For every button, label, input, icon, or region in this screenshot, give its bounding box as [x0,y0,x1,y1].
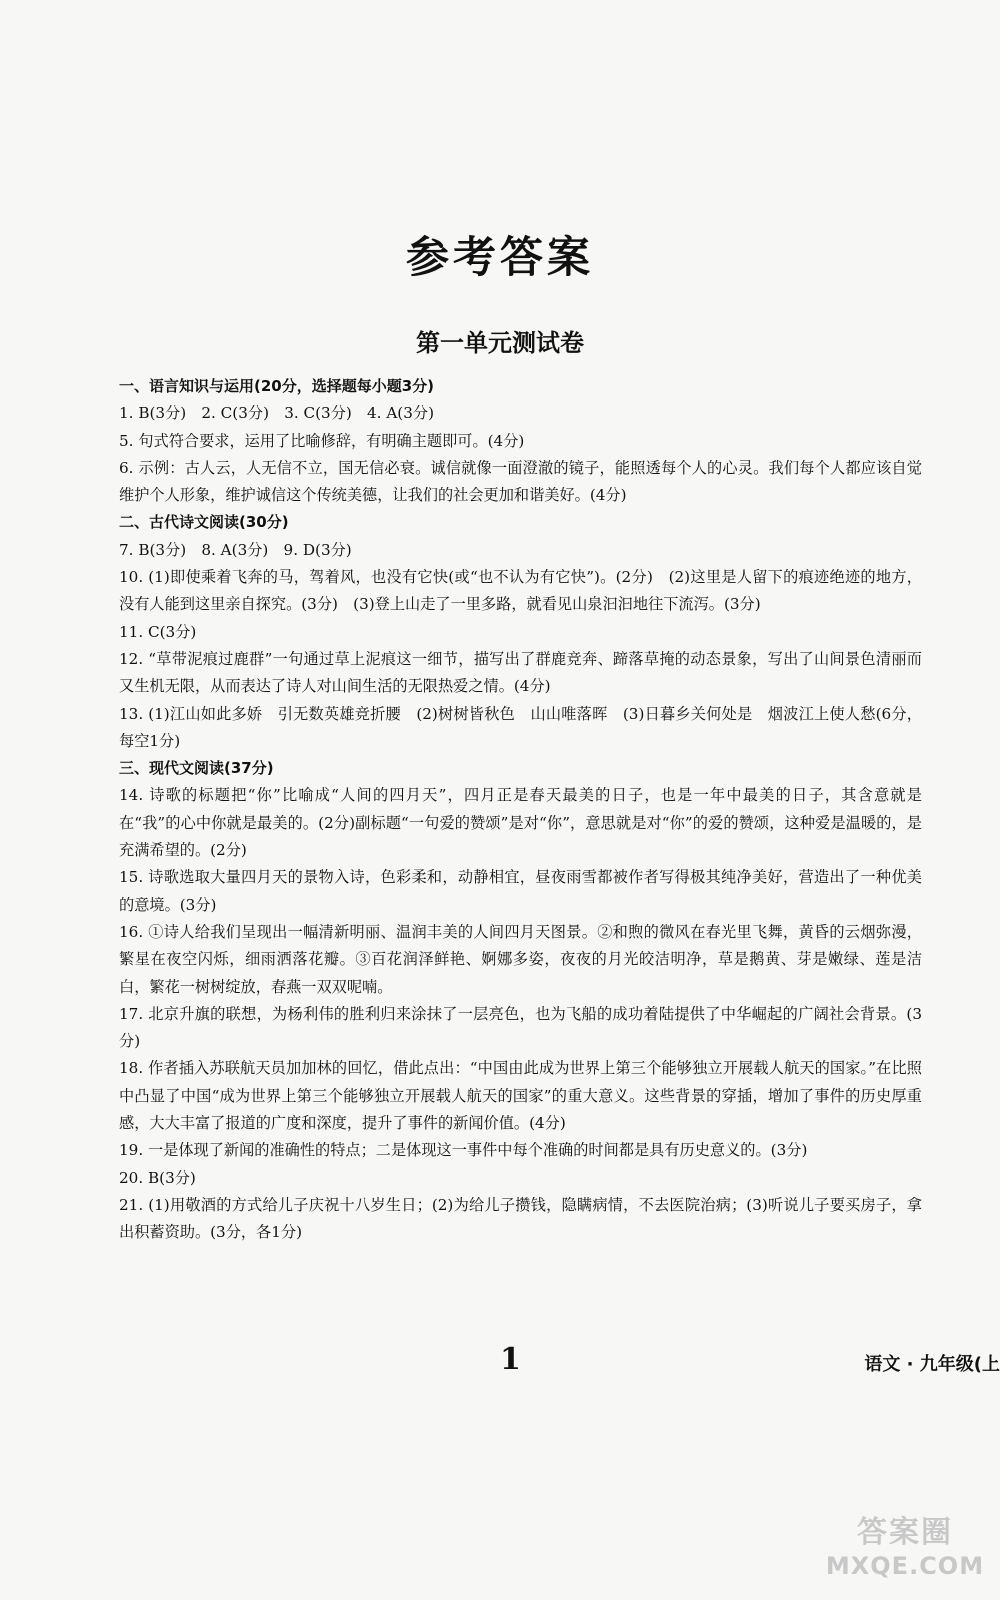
answer-content [119,373,922,1247]
watermark-text: 答案圈 [857,1515,953,1550]
section-heading: 二、古代诗文阅读(30分) [119,513,289,532]
answer-line: 13. (1)江山如此多娇 引无数英雄竞折腰 (2)树树皆秋色 山山唯落晖 (3)日暮乡关何处是 烟波江上使人愁(6分，每空1分) [119,704,922,750]
page-title: 参考答案 [406,233,594,283]
section-heading: 三、现代文阅读(37分) [119,759,274,778]
footer-subject-label: 语文 · 九年级(上 [864,1354,1000,1375]
answer-line: 15. 诗歌选取大量四月天的景物入诗，色彩柔和，动静相宜，昼夜雨雪都被作者写得极其纯净美好，营造出了一种优美的意境。(3分) [119,868,922,914]
answer-line: 19. 一是体现了新闻的准确性的特点；二是体现这一事件中每个准确的时间都是具有历史意义的。(3分) [119,1141,808,1160]
answer-line: 5. 句式符合要求，运用了比喻修辞，有明确主题即可。(4分) [119,431,525,450]
answer-line: 16. ①诗人给我们呈现出一幅清新明丽、温润丰美的人间四月天图景。②和煦的微风在春光里飞舞，黄昏的云烟弥漫，繁星在夜空闪烁，细雨洒落花瓣。③百花润泽鲜艳、婀娜多姿，夜夜的月光皎洁明净，草是鹅黄、芽是嫩绿、莲是洁白，繁花一树树绽放，春燕一双双呢喃。 [119,922,922,996]
watermark-url: MXQE.COM [825,1552,985,1580]
answer-line: 11. C(3分) [119,622,197,641]
answer-line: 1. B(3分) 2. C(3分) 3. C(3分) 4. A(3分) [119,404,435,423]
answer-line: 14. 诗歌的标题把“你”比喻成“人间的四月天”，四月正是春天最美的日子，也是一年中最美的日子，其含意就是在“我”的心中你就是最美的。(2分)副标题“一句爱的赞颂”是对“你”，意思就是对“你”的爱的赞颂，这种爱是温暖的，是充满希望的。(2分) [119,786,922,860]
answer-line: 6. 示例：古人云，人无信不立，国无信必衰。诚信就像一面澄澈的镜子，能照透每个人的心灵。我们每个人都应该自觉维护个人形象，维护诚信这个传统美德，让我们的社会更加和谐美好。(4分) [119,458,922,505]
answer-line: 20. B(3分) [119,1168,196,1187]
page-number: 1 [500,1342,521,1377]
answer-line: 7. B(3分) 8. A(3分) 9. D(3分) [119,540,352,559]
unit-title: 第一单元测试卷 [416,329,584,357]
answer-line: 21. (1)用敬酒的方式给儿子庆祝十八岁生日；(2)为给儿子攒钱，隐瞒病情，不去医院治病；(3)听说儿子要买房子，拿出积蓄资助。(3分，各1分) [119,1195,922,1242]
section-heading: 一、语言知识与运用(20分，选择题每小题3分) [119,377,435,395]
answer-line: 12. “草带泥痕过鹿群”一句通过草上泥痕这一细节，描写出了群鹿竞奔、蹄落草掩的动态景象，写出了山间景色清丽而又生机无限，从而表达了诗人对山间生活的无限热爱之情。(4分) [119,649,922,696]
answer-line: 18. 作者插入苏联航天员加加林的回忆，借此点出：“中国由此成为世界上第三个能够独立开展载人航天的国家。”在比照中凸显了中国“成为世界上第三个能够独立开展载人航天的国家”的重大意义。这些背景的穿插，增加了事件的历史厚重感，大大丰富了报道的广度和深度，提升了事件的新闻价值。(4分) [119,1059,922,1133]
watermark-logo [820,1514,990,1594]
answer-line: 10. (1)即使乘着飞奔的马，驾着风，也没有它快(或“也不认为有它快”)。(2分) (2)这里是人留下的痕迹绝迹的地方，没有人能到这里亲自探究。(3分) (3)登上山走了一里多路，就看见山泉汩汩地往下流泻。(3分) [119,568,922,614]
answer-line: 17. 北京升旗的联想，为杨利伟的胜利归来涂抹了一层亮色，也为飞船的成功着陆提供了中华崛起的广阔社会背景。(3分) [119,1004,922,1051]
